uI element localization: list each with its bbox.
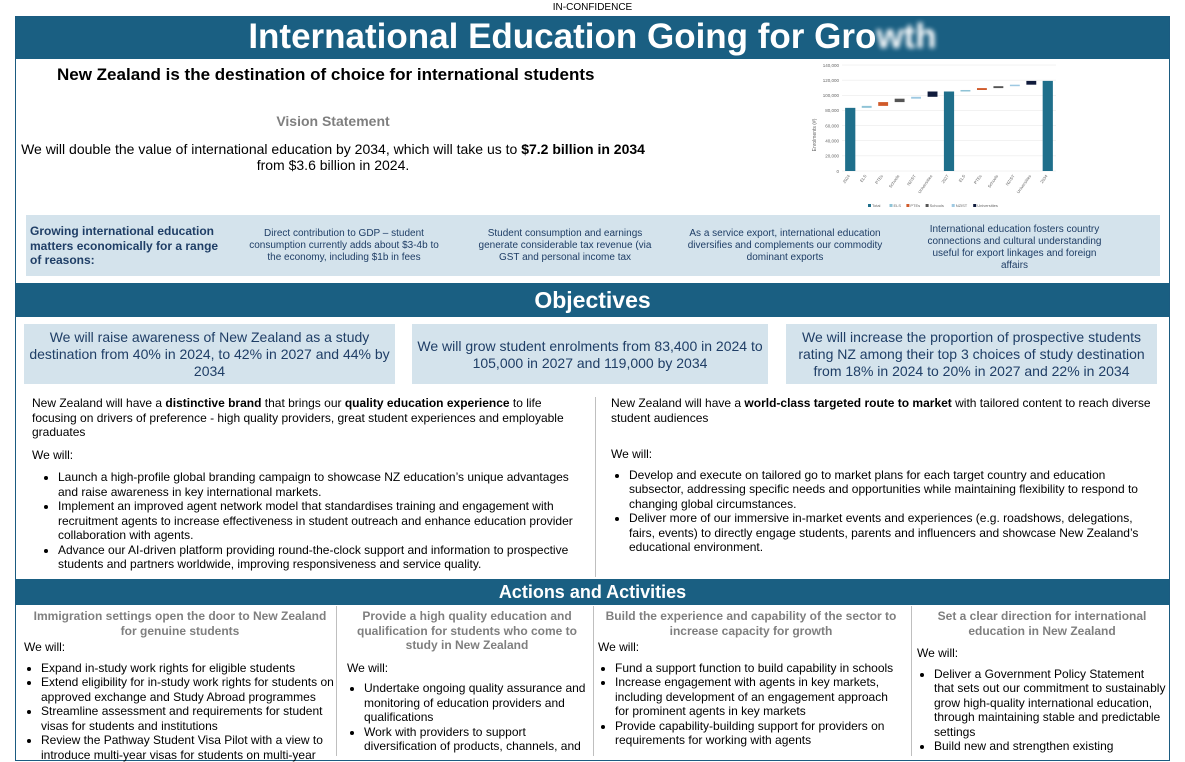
page-title [16, 17, 1169, 59]
action-bullet-list [24, 661, 336, 762]
action-bullet-list [917, 667, 1167, 754]
chart-bar-2027 [944, 92, 954, 172]
economics-heading: Growing international education matters economically for a range of reasons: [30, 224, 225, 268]
chart-bar-universities [928, 92, 938, 97]
chart-y-tick-label: 20,000 [825, 154, 839, 159]
chart-bar-els [862, 106, 872, 108]
action-we-will: We will: [347, 661, 587, 676]
list-item: • Work with providers to support diversification of products, channels, and [364, 725, 587, 754]
list-item: • Provide capability-building support for providers on requirements for working with agents [615, 719, 904, 748]
section-divider [595, 397, 596, 577]
action-we-will: We will: [24, 640, 336, 655]
market-we-will: We will: [611, 447, 1151, 462]
list-item: • Develop and execute on tailored go to market plans for each target country and education subsector, addressing specific needs and opportunities while maintaining flexibility to respond to changing global circumstances. [629, 468, 1151, 512]
chart-x-tick-label: PTEs [973, 174, 983, 185]
column-divider [336, 606, 337, 756]
list-item: • Implement an improved agent network model that standardises training and engagement with recruitment agents to increase effectiveness in student outreach and enhance education provider collaboration with agents. [58, 499, 577, 543]
chart-bar-schools [895, 99, 905, 102]
vision-statement [16, 141, 650, 173]
chart-bar-nzist [1010, 85, 1020, 87]
brand-bullet-list [32, 470, 577, 572]
objectives-heading: Objectives [16, 283, 1169, 317]
chart-x-tick-label: Universities [917, 174, 934, 195]
chart-legend-swatch [868, 204, 871, 207]
action-column-direction [917, 609, 1167, 754]
list-item: • Undertake ongoing quality assurance and monitoring of education providers and qualifications [364, 681, 587, 725]
chart-bar-universities [1026, 81, 1036, 85]
list-item: • Extend eligibility for in-study work rights for students on approved exchange and Study Abroad programmes [41, 675, 336, 704]
action-we-will: We will: [917, 646, 1167, 661]
list-item: • Expand in-study work rights for eligible students [41, 661, 336, 676]
chart-y-tick-label: 140,000 [823, 63, 840, 68]
chart-y-tick-label: 80,000 [825, 108, 839, 113]
market-bullet-list [611, 468, 1151, 555]
chart-x-tick-label: 2024 [842, 173, 852, 184]
economics-reason-1: Direct contribution to GDP – student consumption currently adds about $3-4b to the economy, including $1b in fees [244, 228, 444, 264]
objective-awareness: We will raise awareness of New Zealand as a study destination from 40% in 2024, to 42% in 2027 and 44% by 2034 [24, 324, 395, 384]
chart-legend-swatch [926, 204, 929, 207]
subtitle: New Zealand is the destination of choice for international students [57, 65, 594, 85]
economics-reason-3: As a service export, international education diversifies and complements our commodity dominant exports [685, 228, 885, 264]
chart-x-tick-label: ELS [859, 174, 868, 184]
vision-heading: Vision Statement [16, 113, 650, 129]
actions-heading: Actions and Activities [16, 579, 1169, 605]
market-section [611, 396, 1151, 555]
list-item: • Advance our AI-driven platform providing round-the-clock support and information to prospective students and partners worldwide, improving responsiveness and service quality. [58, 543, 577, 572]
chart-legend-label: NZIST [956, 203, 968, 208]
classification-label: IN-CONFIDENCE [0, 2, 1185, 13]
action-column-quality [347, 609, 587, 754]
brand-intro: New Zealand will have a distinctive brand that brings our quality education experience to life focusing on drivers of preference - high quality providers, great student experiences and employable graduates [32, 396, 577, 440]
chart-x-tick-label: PTEs [874, 174, 884, 185]
chart-x-tick-label: 2034 [1039, 173, 1049, 184]
chart-y-tick-label: 40,000 [825, 139, 839, 144]
column-divider [911, 606, 912, 756]
chart-legend-swatch [973, 204, 976, 207]
chart-legend-label: ELS [894, 203, 902, 208]
market-intro: New Zealand will have a world-class targeted route to market with tailored content to reach diverse student audiences [611, 396, 1151, 425]
economics-reason-4: International education fosters country connections and cultural understanding useful for export linkages and foreign affairs [922, 224, 1107, 272]
action-column-heading: Provide a high quality education and qualification for students who come to study in New Zealand [347, 609, 587, 653]
action-column-immigration [24, 609, 336, 762]
chart-y-tick-label: 0 [836, 169, 839, 174]
chart-y-tick-label: 60,000 [825, 123, 839, 128]
list-item: • Review the Pathway Student Visa Pilot with a view to introduce multi-year visas for students on multi-year [41, 733, 336, 762]
chart-bar-els [961, 90, 971, 92]
list-item: • Streamline assessment and requirements for student visas for students and institutions [41, 704, 336, 733]
chart-bar-ptes [977, 88, 987, 90]
list-item: • Deliver a Government Policy Statement that sets out our commitment to sustainably grow high-quality international education, through maintaining stable and predictable settings [934, 667, 1167, 740]
chart-legend-label: PTEs [910, 203, 920, 208]
list-item: • Deliver more of our immersive in-market events and experiences (e.g. roadshows, delegations, fairs, events) to directly engage students, parents and influencers and showcase New Zealand’s educational environment. [629, 511, 1151, 555]
list-item: • Increase engagement with agents in key markets, including development of an engagement approach for prominent agents in key markets [615, 675, 904, 719]
brand-section [32, 396, 577, 572]
chart-x-tick-label: Universities [1016, 174, 1033, 195]
enrolments-waterfall-chart [808, 60, 1058, 212]
chart-x-tick-label: NZIST [1005, 173, 1016, 186]
list-item: • Launch a high-profile global branding campaign to showcase NZ education’s unique advantages and raise awareness in key international markets. [58, 470, 577, 499]
chart-bar-2024 [845, 108, 855, 171]
chart-y-tick-label: 120,000 [823, 78, 840, 83]
vision-text-pre: We will double the value of international education by 2034, which will take us to [21, 141, 521, 157]
action-column-heading: Build the experience and capability of the sector to increase capacity for growth [598, 609, 904, 638]
vision-text-post: from $3.6 billion in 2024. [257, 157, 410, 173]
chart-bar-ptes [878, 102, 888, 106]
chart-bar-nzist [911, 97, 921, 99]
list-item: • Build new and strengthen existing [934, 739, 1167, 754]
action-column-heading: Set a clear direction for international education in New Zealand [917, 609, 1167, 638]
chart-x-tick-label: 2027 [940, 173, 950, 184]
chart-x-tick-label: NZIST [906, 173, 917, 186]
economics-reason-2: Student consumption and earnings generate considerable tax revenue (via GST and personal income tax [472, 228, 658, 264]
title-obscured-text: wth [876, 17, 936, 57]
chart-y-tick-label: 100,000 [823, 93, 840, 98]
chart-x-tick-label: Schools [987, 174, 1000, 189]
action-column-heading: Immigration settings open the door to New Zealand for genuine students [24, 609, 336, 638]
brand-we-will: We will: [32, 448, 577, 463]
chart-x-tick-label: ELS [958, 174, 967, 184]
chart-legend-label: Schools [930, 203, 944, 208]
chart-bar-2034 [1043, 81, 1053, 171]
action-we-will: We will: [598, 640, 904, 655]
chart-legend-label: Total [872, 203, 881, 208]
chart-y-axis-label: Enrolments (#) [812, 118, 818, 151]
objective-preference: We will increase the proportion of prospective students rating NZ among their top 3 choices of study destination from 18% in 2024 to 20% in 2027 and 22% in 2034 [786, 324, 1157, 384]
chart-x-tick-label: Schools [888, 174, 901, 189]
chart-legend-swatch [906, 204, 909, 207]
title-text: International Education Going for Gro [248, 17, 876, 56]
chart-legend-label: Universities [977, 203, 998, 208]
action-bullet-list [598, 661, 904, 748]
column-divider [593, 606, 594, 756]
chart-legend-swatch [890, 204, 893, 207]
vision-text-bold: $7.2 billion in 2034 [521, 141, 645, 157]
chart-bar-schools [993, 86, 1003, 88]
list-item: • Fund a support function to build capability in schools [615, 661, 904, 676]
chart-legend-swatch [952, 204, 955, 207]
action-column-capability [598, 609, 904, 748]
action-bullet-list [347, 681, 587, 754]
objective-enrolments: We will grow student enrolments from 83,400 in 2024 to 105,000 in 2027 and 119,000 by 2034 [412, 324, 768, 384]
